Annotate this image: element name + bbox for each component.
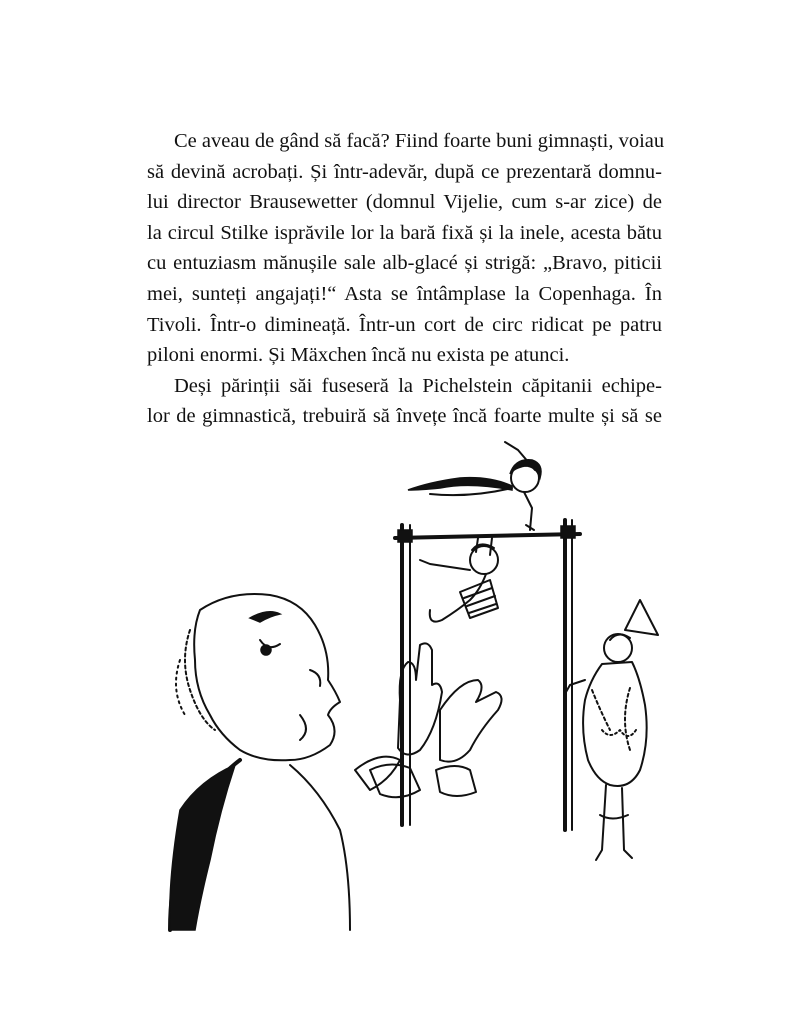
circus-director xyxy=(170,594,502,930)
text-line: lor de gimnastică, trebuiră să învețe încă foarte multe și să se xyxy=(147,405,662,428)
text-line: la circul Stilke isprăvile lor la bară fixă și la inele, acesta bătu xyxy=(147,221,662,244)
text-line: lui director Brausewetter (domnul Vijelie, cum s-ar zice) de xyxy=(147,191,662,214)
text-line: Deși părinții săi fuseseră la Pichelstein căpitanii echipe- xyxy=(174,374,662,397)
ink-drawing xyxy=(140,430,660,930)
circus-illustration xyxy=(140,430,660,930)
text-line: Tivoli. Într-o dimineață. Într-un cort de circ ridicat pe patru xyxy=(147,313,662,336)
text-line: să devină acrobați. Și într-adevăr, după ce prezentară domnu- xyxy=(147,160,662,183)
body-text xyxy=(147,126,665,432)
text-line: mei, sunteți angajați!“ Asta se întâmplase la Copenhaga. În xyxy=(147,282,662,305)
text-line: cu entuziasm mănușile sale alb-glacé și strigă: „Bravo, piticii xyxy=(147,252,662,275)
striped-shirt xyxy=(460,580,498,618)
text-line: piloni enormi. Și Mäxchen încă nu exista pe atunci. xyxy=(147,344,570,367)
horizontal-bar xyxy=(395,520,580,830)
acrobat-boy xyxy=(420,538,498,622)
acrobat-girl xyxy=(408,442,541,530)
maxchen-figure xyxy=(566,600,658,860)
text-line: Ce aveau de gând să facă? Fiind foarte buni gimnaști, voiau xyxy=(174,130,665,152)
